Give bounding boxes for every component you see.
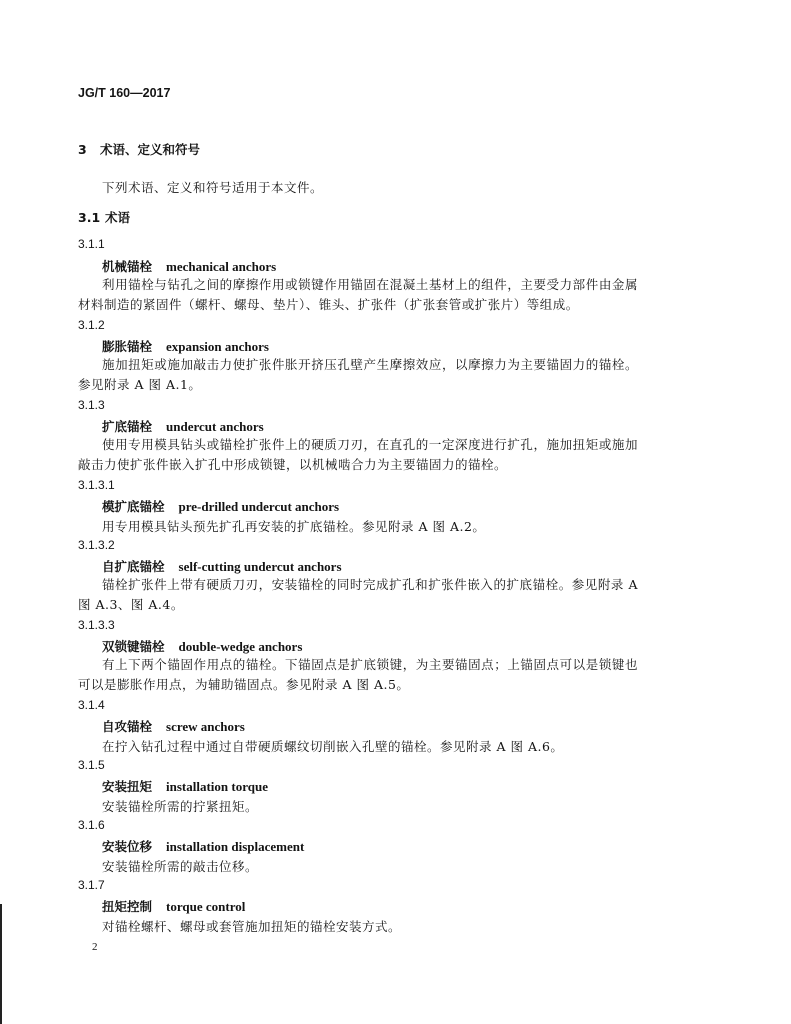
term-en: screw anchors bbox=[166, 719, 245, 734]
term-definition: 利用锚栓与钻孔之间的摩擦作用或锁键作用锚固在混凝土基材上的组件，主要受力部件由金属材料制造的紧固件（螺杆、螺母、垫片）、锥头、扩张件（扩张套管或扩张片）等组成。 bbox=[78, 277, 638, 312]
section-title: 术语 bbox=[105, 210, 131, 225]
term-zh: 自扩底锚栓 bbox=[102, 559, 165, 574]
section-3-heading bbox=[78, 140, 200, 158]
term-heading bbox=[102, 497, 339, 515]
section-number: 3 bbox=[78, 142, 87, 157]
term-en: installation torque bbox=[166, 779, 268, 794]
term-zh: 自攻锚栓 bbox=[102, 719, 153, 734]
term-heading bbox=[102, 837, 304, 855]
entry-number: 3.1.3.2 bbox=[78, 538, 115, 552]
entry-number: 3.1.2 bbox=[78, 318, 105, 332]
term-definition: 使用专用模具钻头或锚栓扩张件上的硬质刀刃，在直孔的一定深度进行扩孔，施加扭矩或施加敲击力使扩张件嵌入扩孔中形成锁键，以机械啮合力为主要锚固力的锚栓。 bbox=[78, 437, 638, 472]
term-heading bbox=[102, 717, 245, 735]
term-heading bbox=[102, 557, 342, 575]
term-zh: 扩底锚栓 bbox=[102, 419, 153, 434]
term-heading bbox=[102, 417, 264, 435]
term-definition: 锚栓扩张件上带有硬质刀刃，安装锚栓的同时完成扩孔和扩张件嵌入的扩底锚栓。参见附录 A 图 A.3、图 A.4。 bbox=[78, 577, 638, 612]
document-code-header: JG/T 160—2017 bbox=[78, 86, 171, 100]
term-en: self-cutting undercut anchors bbox=[178, 559, 342, 574]
entry-number: 3.1.7 bbox=[78, 878, 105, 892]
page-number: 2 bbox=[92, 941, 98, 953]
section-3-1-heading bbox=[78, 208, 130, 226]
term-en: torque control bbox=[166, 899, 246, 914]
term-zh: 安装位移 bbox=[102, 839, 153, 854]
term-zh: 安装扭矩 bbox=[102, 779, 153, 794]
term-zh: 扭矩控制 bbox=[102, 899, 153, 914]
entry-number: 3.1.3 bbox=[78, 398, 105, 412]
term-zh: 模扩底锚栓 bbox=[102, 499, 165, 514]
term-definition: 安装锚栓所需的敲击位移。 bbox=[102, 859, 259, 874]
intro-text: 下列术语、定义和符号适用于本文件。 bbox=[102, 180, 324, 195]
term-heading bbox=[102, 637, 302, 655]
term-definition: 用专用模具钻头预先扩孔再安装的扩底锚栓。参见附录 A 图 A.2。 bbox=[102, 519, 486, 534]
scan-edge-line bbox=[0, 904, 2, 1024]
term-en: double-wedge anchors bbox=[178, 639, 303, 654]
term-definition: 施加扭矩或施加敲击力使扩张件胀开挤压孔壁产生摩擦效应，以摩擦力为主要锚固力的锚栓。参见附录 A 图 A.1。 bbox=[78, 357, 638, 392]
term-zh: 双锁键锚栓 bbox=[102, 639, 165, 654]
term-zh: 机械锚栓 bbox=[102, 259, 153, 274]
entry-number: 3.1.3.3 bbox=[78, 618, 115, 632]
entry-number: 3.1.3.1 bbox=[78, 478, 115, 492]
term-heading bbox=[102, 337, 269, 355]
term-zh: 膨胀锚栓 bbox=[102, 339, 153, 354]
term-definition: 在拧入钻孔过程中通过自带硬质螺纹切削嵌入孔壁的锚栓。参见附录 A 图 A.6。 bbox=[102, 739, 564, 754]
term-en: mechanical anchors bbox=[166, 259, 277, 274]
term-definition: 有上下两个锚固作用点的锚栓。下锚固点是扩底锁键，为主要锚固点；上锚固点可以是锁键也可以是膨胀作用点，为辅助锚固点。参见附录 A 图 A.5。 bbox=[78, 657, 638, 692]
term-en: expansion anchors bbox=[166, 339, 269, 354]
term-en: undercut anchors bbox=[166, 419, 264, 434]
entry-number: 3.1.1 bbox=[78, 237, 105, 251]
entry-number: 3.1.5 bbox=[78, 758, 105, 772]
section-title: 术语、定义和符号 bbox=[100, 142, 201, 157]
term-heading bbox=[102, 897, 245, 915]
section-number: 3.1 bbox=[78, 210, 101, 225]
term-heading bbox=[102, 777, 268, 795]
term-heading bbox=[102, 257, 276, 275]
term-definition: 对锚栓螺杆、螺母或套管施加扭矩的锚栓安装方式。 bbox=[102, 919, 402, 934]
entry-number: 3.1.4 bbox=[78, 698, 105, 712]
term-definition: 安装锚栓所需的拧紧扭矩。 bbox=[102, 799, 259, 814]
term-en: pre-drilled undercut anchors bbox=[178, 499, 340, 514]
entry-number: 3.1.6 bbox=[78, 818, 105, 832]
term-en: installation displacement bbox=[166, 839, 305, 854]
